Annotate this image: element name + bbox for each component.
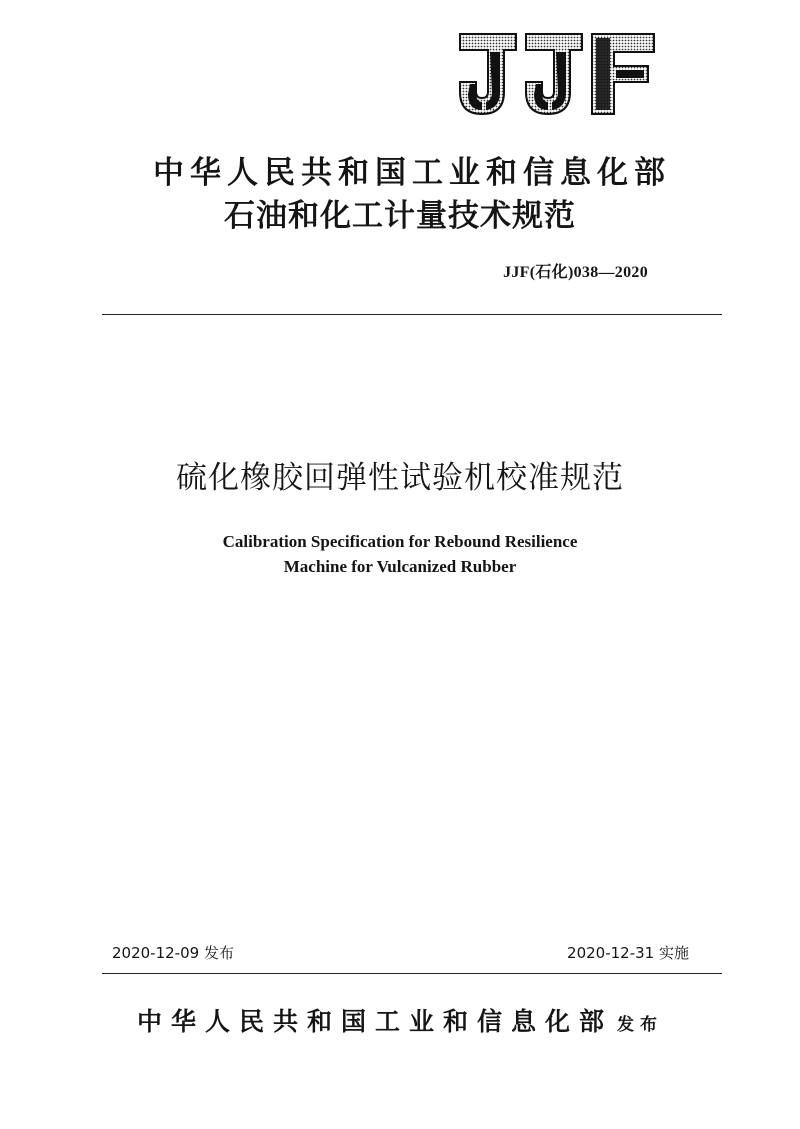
- footer-issuer-name: 中华人民共和国工业和信息化部: [136, 1007, 613, 1036]
- footer-issuer: [0, 1002, 800, 1038]
- top-divider: [102, 314, 722, 315]
- document-title-english-line1: Calibration Specification for Rebound Resilience: [222, 532, 578, 551]
- issue-date: 2020-12-09 发布: [112, 944, 234, 962]
- implementation-date: 2020-12-31 实施: [567, 944, 689, 962]
- bottom-divider: [102, 973, 722, 974]
- footer-issue-label: 发布: [617, 1015, 663, 1035]
- document-title-english-line2: Machine for Vulcanized Rubber: [283, 557, 517, 576]
- document-title-chinese: 硫化橡胶回弹性试验机校准规范: [176, 460, 624, 496]
- issuer-title: 中华人民共和国工业和信息化部: [153, 155, 671, 191]
- issuer-subtitle: 石油和化工计量技术规范: [224, 198, 576, 234]
- jjf-logo: [456, 30, 658, 118]
- document-code: JJF(石化)038—2020: [503, 264, 648, 281]
